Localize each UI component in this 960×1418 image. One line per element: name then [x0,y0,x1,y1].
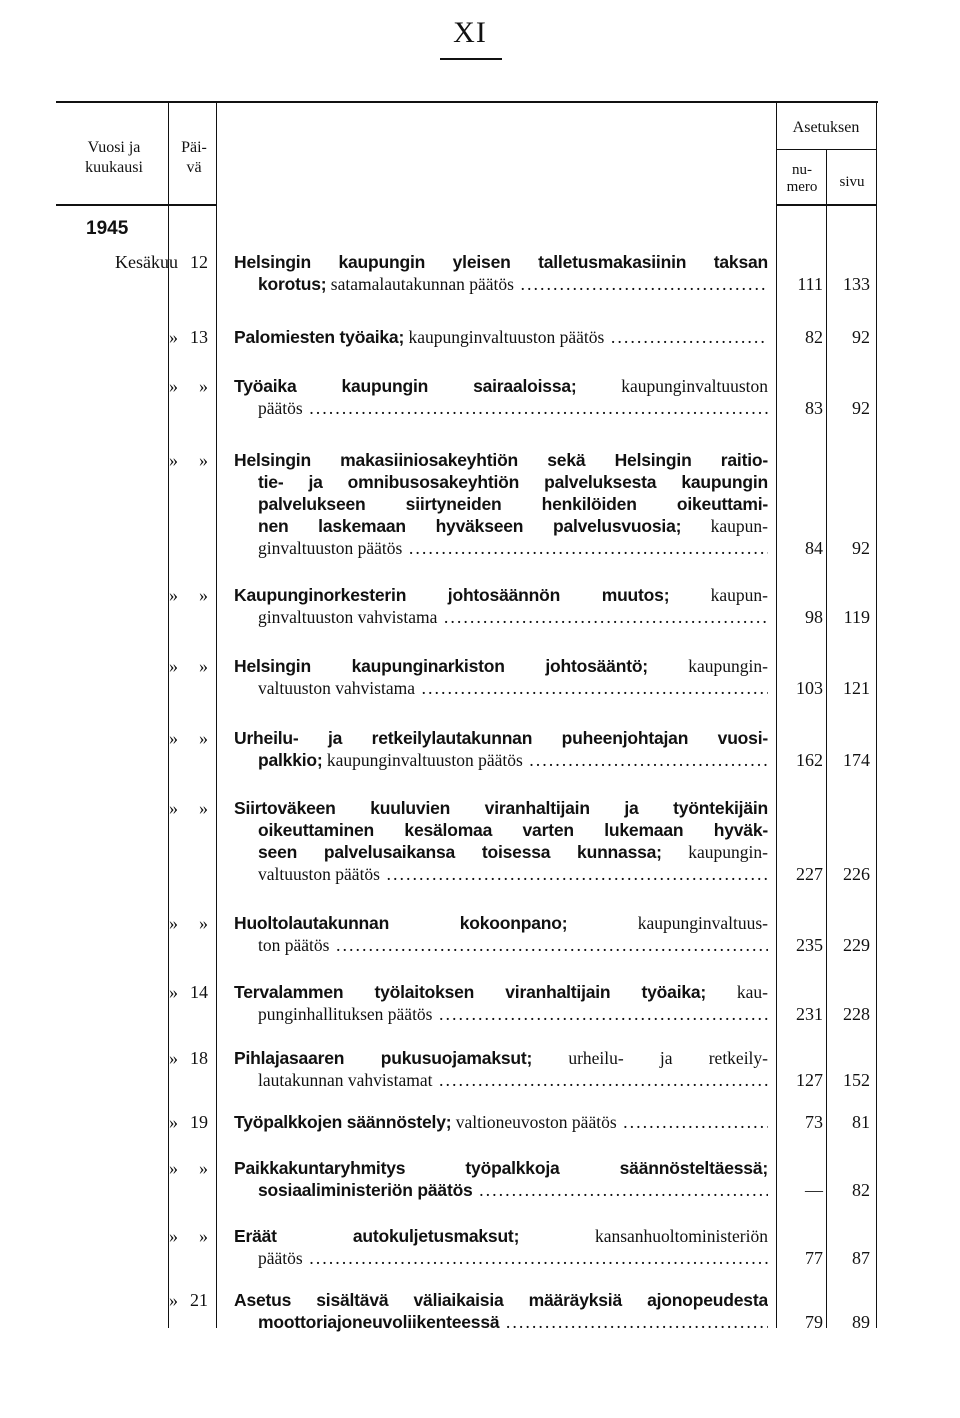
entry-decree-page: 89 [852,1312,870,1332]
header-number-line1: nu- [792,162,812,178]
entry-month: Kesäkuu [115,252,178,272]
column-divider-desc-number [776,103,777,1328]
entry-decree-number: — [805,1180,823,1200]
entry-title: palvelukseen siirtyneiden henkilöiden oikeuttami- [258,494,768,514]
page-number: XI [453,16,487,49]
entry-decree-number: 227 [796,864,823,884]
entry-month: » [169,798,178,818]
entry-title: korotus; [258,274,327,294]
entry-authority: valtuuston vahvistama [258,678,415,698]
entry-title: Työpalkkojen säännöstely; [234,1112,452,1132]
entry-day: 12 [190,252,208,272]
entry-decree-number: 231 [796,1004,823,1024]
entry-decree-number: 79 [805,1312,823,1332]
header-day-line1: Päi- [181,139,207,156]
entry-decree-number: 235 [796,935,823,955]
entry-text-line [234,934,768,956]
entry-title: Urheilu- ja retkeilylautakunnan puheenjohtajan vuosi- [234,728,768,748]
entry-description [234,584,768,628]
column-divider-number-page [826,150,827,1328]
column-divider-day-desc [216,103,217,1328]
header-day [176,138,212,178]
header-number-line2: mero [786,179,818,195]
entry-text-line [234,515,768,537]
header-month-line1: Vuosi ja [87,139,141,156]
entry-month: » [169,376,178,396]
entry-text-line [234,584,768,606]
entry-text-line [234,251,768,273]
entry-title: Kaupunginorkesterin johtosäännön muutos; [234,585,670,605]
entry-authority: kau- [706,982,768,1002]
column-divider-right [876,103,877,1328]
entry-day: 19 [190,1112,208,1132]
entry-text-line [234,1311,768,1333]
entry-description [234,797,768,885]
entry-title: palkkio; [258,750,323,770]
entry-month: » [169,1048,178,1068]
entry-decree-number: 77 [805,1248,823,1268]
entry-text-line [234,727,768,749]
entry-title: Tervalammen työlaitoksen viranhaltijain työaika; [234,982,707,1002]
entry-month: » [169,728,178,748]
entry-decree-number: 83 [805,398,823,418]
entry-title: Paikkakuntaryhmitys työpalkkoja säännösteltäessä; [234,1158,768,1178]
entry-title: Palomiesten työaika; [234,327,405,347]
entry-authority: kaupunginvaltuus- [567,913,768,933]
entry-authority: valtioneuvoston päätös [451,1112,617,1132]
entry-decree-number: 127 [796,1070,823,1090]
entry-decree-page: 174 [843,750,870,770]
entry-day: » [199,376,208,396]
entry-month: » [169,656,178,676]
entry-text-line [234,1289,768,1311]
header-month [64,138,164,178]
entry-day: 13 [190,327,208,347]
entry-text-line [234,1003,768,1025]
entry-authority: kansanhuoltoministeriön [519,1226,768,1246]
entry-decree-page: 92 [852,398,870,418]
entry-text-line [234,912,768,934]
entry-day: » [199,450,208,470]
entry-description [234,251,768,295]
entry-text-line [234,1111,768,1133]
entry-month: » [169,327,178,347]
entry-authority: lautakunnan vahvistamat [258,1070,433,1090]
entry-description [234,1225,768,1269]
entry-text-line [234,1069,768,1091]
entry-description [234,1289,768,1333]
entry-month: » [169,1290,178,1310]
entry-authority: ginvaltuuston vahvistama [258,607,438,627]
entry-title: moottoriajoneuvoliikenteessä [258,1312,500,1332]
entry-title: oikeuttaminen kesälomaa varten lukemaan hyväk- [258,820,768,840]
entry-day: » [199,1226,208,1246]
entry-decree-page: 92 [852,538,870,558]
entry-authority: kaupunginvaltuuston [576,376,768,396]
entry-authority: kaupungin- [661,842,768,862]
entry-decree-number: 162 [796,750,823,770]
column-divider-month-day [168,103,169,1328]
entry-description [234,326,768,348]
entry-text-line [234,471,768,493]
entry-text-line [234,1157,768,1179]
entry-decree-number: 84 [805,538,823,558]
entry-day: » [199,1158,208,1178]
entry-decree-page: 228 [843,1004,870,1024]
entry-decree-page: 87 [852,1248,870,1268]
entry-authority: kaupunginvaltuuston päätös [322,750,523,770]
entry-title: Työaika kaupungin sairaaloissa; [234,376,577,396]
entry-authority: urheilu- ja retkeily- [532,1048,768,1068]
entry-text-line [234,797,768,819]
entry-description [234,912,768,956]
entry-title: Eräät autokuljetusmaksut; [234,1226,520,1246]
entry-title: Huoltolautakunnan kokoonpano; [234,913,568,933]
entry-month: » [169,1112,178,1132]
entry-title: nen laskemaan hyväkseen palvelusvuosia; [258,516,682,536]
entry-title: tie- ja omnibusosakeyhtiön palveluksesta kaupungin [258,472,768,492]
entry-authority: kaupun- [681,516,768,536]
entry-title: Helsingin makasiiniosakeyhtiön sekä Helsingin raitio- [234,450,768,470]
entry-text-line [234,981,768,1003]
entry-month: » [169,982,178,1002]
entry-text-line [234,677,768,699]
entry-description [234,1047,768,1091]
entry-day: 21 [190,1290,208,1310]
entry-text-line [234,1247,768,1269]
entry-title: sosiaaliministeriön päätös [258,1180,473,1200]
entry-text-line [234,841,768,863]
entry-authority: päätös [258,398,303,418]
entry-text-line [234,397,768,419]
entry-decree-page: 133 [843,274,870,294]
header-asetuksen: Asetuksen [792,119,860,136]
entry-decree-page: 119 [843,607,870,627]
entry-text-line [234,606,768,628]
entry-day: » [199,798,208,818]
table-top-rule [56,101,878,103]
entry-decree-number: 82 [805,327,823,347]
entry-decree-page: 121 [843,678,870,698]
entry-text-line [234,863,768,885]
entry-text-line [234,749,768,771]
entry-authority: päätös [258,1248,303,1268]
entry-description [234,1111,768,1133]
entry-month: » [169,913,178,933]
entry-decree-number: 98 [805,607,823,627]
entry-description [234,981,768,1025]
entry-title: Pihlajasaaren pukusuojamaksut; [234,1048,533,1068]
header-month-line2: kuukausi [85,159,143,176]
entry-decree-page: 229 [843,935,870,955]
entry-day: » [199,728,208,748]
entry-text-line [234,1225,768,1247]
entry-text-line [234,537,768,559]
entry-description [234,727,768,771]
year-label: 1945 [86,218,129,239]
entry-title: Siirtoväkeen kuuluvien viranhaltijain ja työntekijäin [234,798,768,818]
entry-day: 18 [190,1048,208,1068]
entry-authority: satamalautakunnan päätös [326,274,514,294]
entry-text-line [234,449,768,471]
entry-description [234,655,768,699]
entry-authority: kaupun- [669,585,768,605]
entry-month: » [169,450,178,470]
entry-decree-page: 226 [843,864,870,884]
entry-title: Asetus sisältävä väliaikaisia määräyksiä ajonopeudesta [234,1290,768,1310]
entry-title: Helsingin kaupunginarkiston johtosääntö; [234,656,648,676]
entry-day: » [199,585,208,605]
header-bottom-rule [56,204,216,206]
entry-month: » [169,585,178,605]
entry-text-line [234,819,768,841]
header-number [778,162,826,196]
header-day-line2: vä [186,159,202,176]
entry-text-line [234,326,768,348]
entry-description [234,1157,768,1201]
entry-decree-number: 111 [797,274,823,294]
entry-decree-page: 152 [843,1070,870,1090]
entry-text-line [234,375,768,397]
entry-decree-page: 92 [852,327,870,347]
entry-title: seen palvelusaikansa toisessa kunnassa; [258,842,662,862]
entry-title: Helsingin kaupungin yleisen talletusmakasiinin taksan [234,252,768,272]
entry-description [234,375,768,419]
entry-authority: valtuuston päätös [258,864,380,884]
entry-decree-number: 73 [805,1112,823,1132]
entry-authority: ginvaltuuston päätös [258,538,403,558]
page-number-underline [440,58,502,60]
entry-authority: kaupunginvaltuuston päätös [404,327,605,347]
entry-text-line [234,493,768,515]
entry-day: » [199,656,208,676]
entry-month: » [169,1226,178,1246]
entry-authority: kaupungin- [647,656,768,676]
header-page: sivu [839,174,865,190]
entry-text-line [234,655,768,677]
entry-text-line [234,1179,768,1201]
entry-decree-page: 81 [852,1112,870,1132]
entry-description [234,449,768,559]
entry-decree-page: 82 [852,1180,870,1200]
entry-day: » [199,913,208,933]
entry-month: » [169,1158,178,1178]
entry-day: 14 [190,982,208,1002]
entry-text-line [234,1047,768,1069]
entry-authority: ton päätös [258,935,330,955]
entry-text-line [234,273,768,295]
entry-authority: punginhallituksen päätös [258,1004,433,1024]
entry-decree-number: 103 [796,678,823,698]
